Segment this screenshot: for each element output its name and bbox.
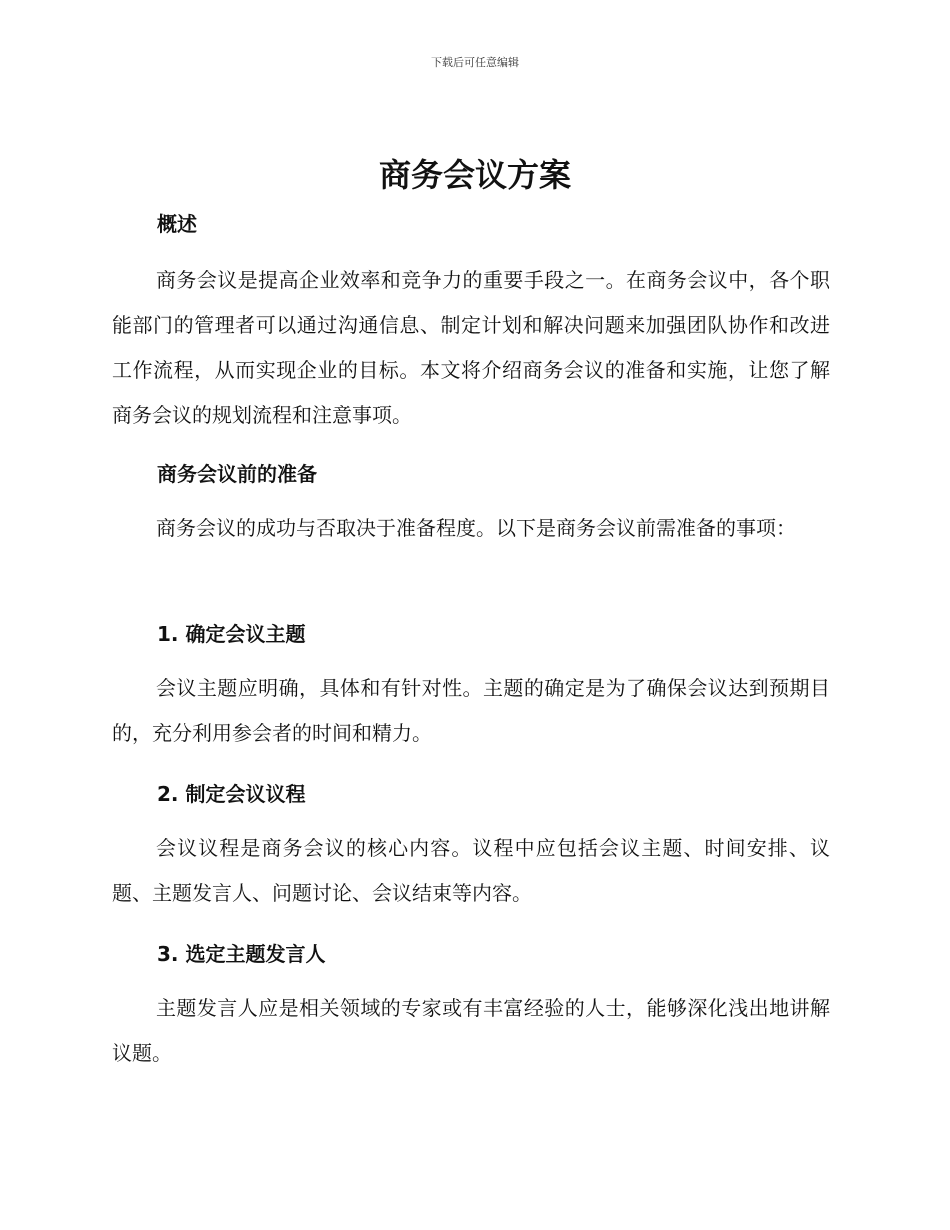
paragraph-agenda: 会议议程是商务会议的核心内容。议程中应包括会议主题、时间安排、议题、主题发言人、问题讨论、会议结束等内容。 bbox=[112, 836, 830, 905]
paragraph-speaker: 主题发言人应是相关领域的专家或有丰富经验的人士，能够深化浅出地讲解议题。 bbox=[112, 996, 830, 1065]
subheading-speaker: 3. 选定主题发言人 bbox=[157, 942, 326, 966]
subheading-determine-topic: 1. 确定会议主题 bbox=[157, 622, 306, 646]
page-header: 下载后可任意编辑 bbox=[431, 56, 519, 69]
paragraph-determine-topic: 会议主题应明确，具体和有针对性。主题的确定是为了确保会议达到预期目的，充分利用参会者的时间和精力。 bbox=[112, 676, 830, 745]
section-heading-overview: 概述 bbox=[157, 212, 197, 236]
section-heading-preparation: 商务会议前的准备 bbox=[157, 462, 317, 486]
paragraph-overview: 商务会议是提高企业效率和竞争力的重要手段之一。在商务会议中，各个职能部门的管理者可以通过沟通信息、制定计划和解决问题来加强团队协作和改进工作流程，从而实现企业的目标。本文将介绍商务会议的准备和实施，让您了解商务会议的规划流程和注意事项。 bbox=[112, 268, 830, 427]
paragraph-preparation: 商务会议的成功与否取决于准备程度。以下是商务会议前需准备的事项： bbox=[156, 516, 796, 540]
document-title: 商务会议方案 bbox=[378, 156, 571, 194]
subheading-agenda: 2. 制定会议议程 bbox=[157, 782, 306, 806]
